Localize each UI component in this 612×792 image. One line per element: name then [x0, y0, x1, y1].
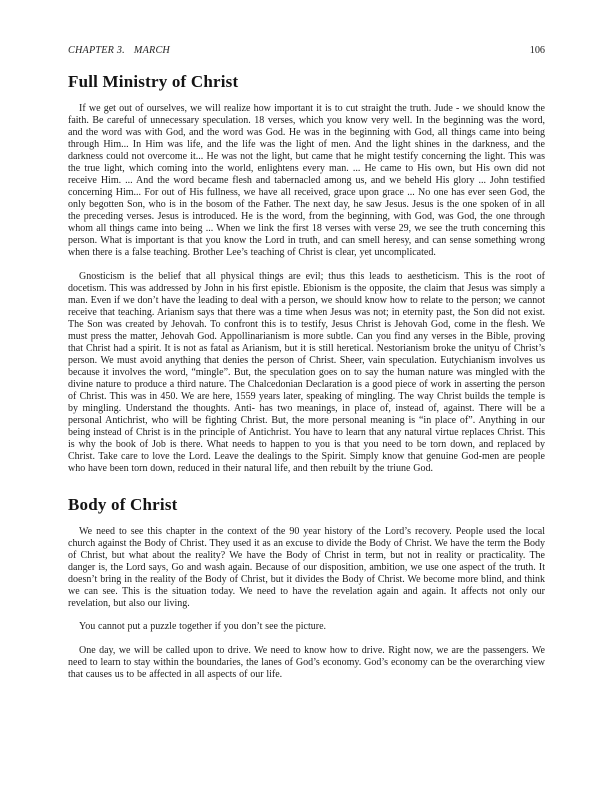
- section-heading: Full Ministry of Christ: [68, 72, 239, 91]
- section-heading: Body of Christ: [68, 494, 178, 514]
- document-body: [68, 72, 545, 681]
- chapter-header: [68, 45, 170, 56]
- month-label: MARCH: [133, 45, 170, 56]
- chapter-label: CHAPTER 3.: [68, 45, 125, 56]
- running-header: [68, 45, 545, 56]
- paragraph: One day, we will be called upon to drive. We need to know how to drive. Right now, we are the passengers. We need to learn to stay within the boundaries, the lanes of God’s economy. God’s economy can be the overarching view that causes us to be affected in all aspects of our life.: [68, 644, 545, 680]
- paragraph: If we get out of ourselves, we will realize how important it is to cut straight the truth. Jude - we should know the faith. Be careful of unnecessary speculation. 18 verses, which you know very well. In the beginning was the word, and the word was with God, and the word was God. He was in the beginning with God, all things came into being through Him... In Him was life, and the life was the light of men. And the light shines in the darkness, and the darkness could not overcome it... He was not the light, but came that he might testify concerning the light. This was the true light, which coming into the world, enlightens every man. ... He came to His own, but His own did not receive Him. ... And the word became flesh and tabernacled among us, and we beheld His glory ... John testified concerning Him... For out of His fullness, we have all received, grace upon grace ... No one has ever seen God, the only begotten Son, who is in the bosom of the Father. The next day, he saw Jesus. Jesus is the one spoken of in all the preceding verses. Jesus is introduced. He is the word, from the beginning, with God, was God, the one through whom all things came into being ... When we link the first 18 verses with verse 29, we see the truth concerning this person. What is important is that you know the Lord in truth, and can smell heresy, and can sense something wrong when there is a false teaching. Brother Lee’s teaching of Christ is clear, yet uncomplicated.: [68, 103, 545, 258]
- paragraph: We need to see this chapter in the context of the 90 year history of the Lord’s recovery. People used the local church against the Body of Christ. They used it as an excuse to divide the Body of Christ. We have the term the Body of Christ, but what about the reality? We have the Body of Christ in term, but not in reality or practicality. The danger is, the Lord says, Go and wash again. Because of our disposition, ambition, we use one aspect of the truth. It doesn’t bring in the reality of the Body of Christ, but it divides the Body of Christ. We become more blind, and think we can see. This is the situation today. We need to have the revelation again and again. It affects not only our revelation, but also our living.: [68, 525, 545, 609]
- paragraph: You cannot put a puzzle together if you don’t see the picture.: [79, 621, 327, 632]
- page-number: 106: [529, 45, 545, 56]
- paragraph: Gnosticism is the belief that all physical things are evil; thus this leads to aestheticism. This is the root of docetism. This was addressed by John in his first epistle. Ebionism is the opposite, the claim that Jesus was simply a man. Even if we don’t have the leading to deal with a person, we should know how to relate to the person; we cannot receive that teaching. Arianism says that there was a time when Jesus was not; in eternity past, the Son did not exist. The Son was created by Jehovah. To confront this is to testify, Jesus Christ is Jehovah God, come in the flesh. We must press the matter, Jehovah God. Appollinarianism is more subtle. Can you find any verses in the Bible, proving that Christ had a spirit. It is not as fatal as Arianism, but it is still heretical. Nestorianism broke the unityu of Christ’s person. We must avoid anything that denies the person of Christ. Sheer, vain speculation. Eutychianism involves us because it involves the word, “mingle”. But, the speculation goes on to say the human nature was mingled with the divine nature to produce a third nature. The Chalcedonian Declaration is a good piece of work in asserting the person of Christ. This was in 450. We are here, 1559 years later, speaking of mingling. The way Christ builds the temple is by mingling. Understand the thoughts. Anti- has two meanings, in place of, instead of, against. There will be a personal Antichrist, who will be fighting Christ. But, the more personal meaning is “in place of”. Anything in our being instead of Christ is in the principle of Antichrist. You have to learn that any natural virtue replaces Christ. This is why the book of Job is there. What needs to happen to you is that you need to be torn down, and replaced by Christ. Take care to love the Lord. Leave the dealings to the Spirit. Simply know that genuine God-men are people who have been torn down, reduced in their natural life, and then rebuilt by the triune God.: [68, 270, 545, 474]
